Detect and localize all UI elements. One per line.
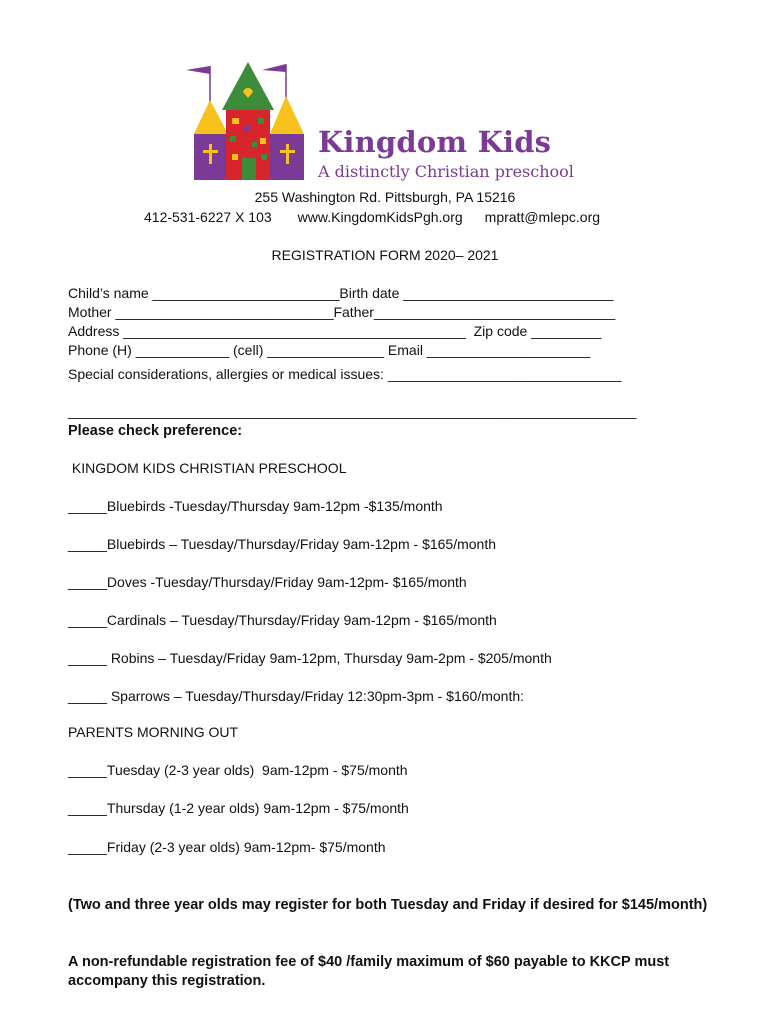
childs-name-field[interactable]: Child’s name ________________________Birth date ___________________________	[68, 285, 614, 301]
contact-line	[144, 208, 600, 226]
option-pmo-friday[interactable]: _____Friday (2-3 year olds) 9am-12pm- $75/month	[68, 839, 386, 855]
parents-field[interactable]: Mother ____________________________Father_______________________________	[68, 304, 616, 320]
two-three-year-note: (Two and three year olds may register for both Tuesday and Friday if desired for $145/month)	[68, 897, 708, 913]
website-link[interactable]: www.KingdomKidsPgh.org	[297, 209, 463, 225]
option-robins[interactable]: _____ Robins – Tuesday/Friday 9am-12pm, Thursday 9am-2pm - $205/month	[68, 650, 552, 666]
option-pmo-thursday[interactable]: _____Thursday (1-2 year olds) 9am-12pm - $75/month	[68, 800, 409, 816]
preschool-heading: KINGDOM KIDS CHRISTIAN PRESCHOOL	[68, 460, 347, 476]
option-pmo-tuesday[interactable]: _____Tuesday (2-3 year olds) 9am-12pm - $75/month	[68, 762, 408, 778]
brand-tagline: A distinctly Christian preschool	[318, 162, 574, 181]
blank-line-field[interactable]: _________________________________________________________________________	[68, 403, 637, 419]
phone-number: 412-531-6227 X 103	[144, 209, 272, 225]
phone-field[interactable]: Phone (H) ____________ (cell) _______________ Email _____________________	[68, 342, 591, 358]
option-cardinals[interactable]: _____Cardinals – Tuesday/Thursday/Friday 9am-12pm - $165/month	[68, 612, 497, 628]
form-title: REGISTRATION FORM 2020– 2021	[271, 247, 499, 263]
option-bluebirds-tth[interactable]: _____Bluebirds -Tuesday/Thursday 9am-12pm -$135/month	[68, 498, 443, 514]
preference-heading: Please check preference:	[68, 423, 243, 439]
brand-block	[318, 126, 574, 182]
street-address: 255 Washington Rd. Pittsburgh, PA 15216	[254, 189, 516, 205]
castle-logo-icon	[182, 58, 332, 184]
registration-fee-note: A non-refundable registration fee of $40 /family maximum of $60 payable to KKCP must accompany this registration.	[68, 954, 670, 989]
option-bluebirds-ttf[interactable]: _____Bluebirds – Tuesday/Thursday/Friday 9am-12pm - $165/month	[68, 536, 497, 552]
brand-name: Kingdom Kids	[318, 125, 552, 159]
option-doves[interactable]: _____Doves -Tuesday/Thursday/Friday 9am-12pm- $165/month	[68, 574, 467, 590]
option-sparrows[interactable]: _____ Sparrows – Tuesday/Thursday/Friday 12:30pm-3pm - $160/month:	[68, 688, 525, 704]
pmo-heading: PARENTS MORNING OUT	[68, 724, 239, 740]
special-considerations-field[interactable]: Special considerations, allergies or medical issues: ______________________________	[68, 366, 622, 382]
email-link[interactable]: mpratt@mlepc.org	[484, 209, 601, 225]
address-field[interactable]: Address ____________________________________________ Zip code _________	[68, 323, 602, 339]
